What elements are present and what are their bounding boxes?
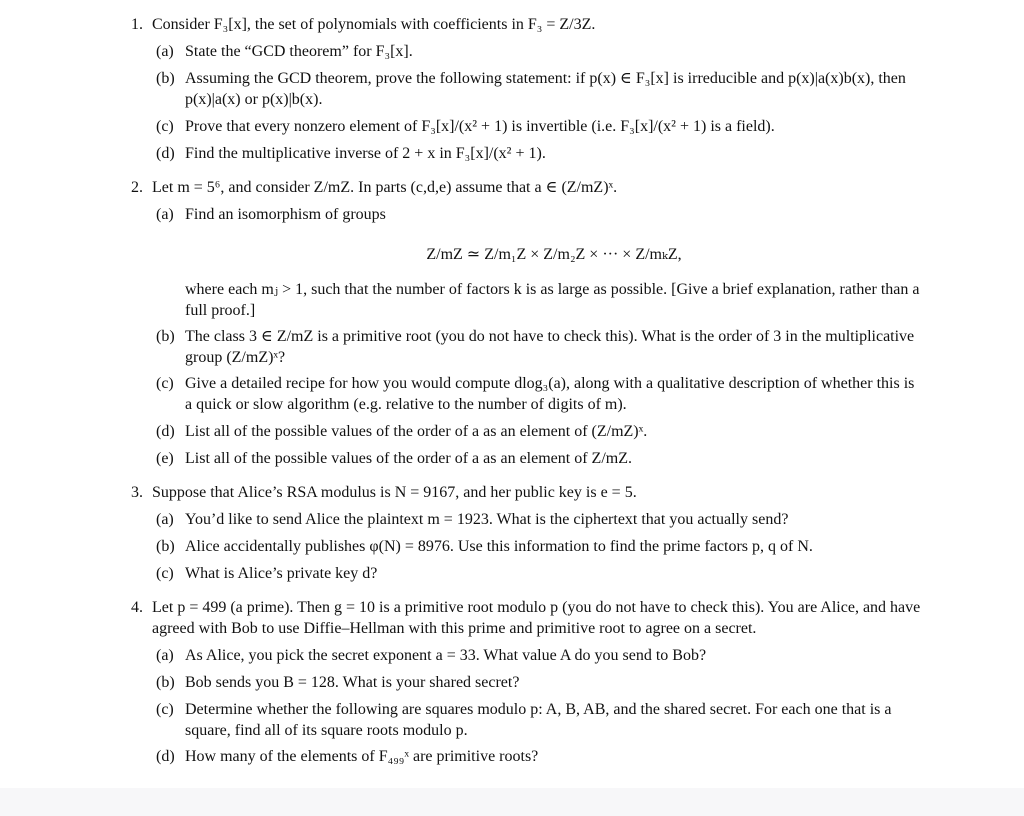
problem-3-part-b <box>156 536 921 557</box>
problem-1-part-a <box>156 41 921 62</box>
part-text: As Alice, you pick the secret exponent a = 33. What value A do you send to Bob? <box>185 647 707 664</box>
isomorphism-equation: Z/mZ ≃ Z/m₁Z × Z/m₂Z × ··· × Z/mₖZ, <box>426 246 682 263</box>
part-text: Find the multiplicative inverse of 2 + x in F₃[x]/(x² + 1). <box>185 145 546 162</box>
problem-3-part-c <box>156 563 921 584</box>
problem-2-part-a <box>156 204 921 225</box>
part-text: List all of the possible values of the order of a as an element of (Z/mZ)ˣ. <box>185 423 648 440</box>
problem-4-part-d <box>156 746 921 767</box>
part-text: State the “GCD theorem” for F₃[x]. <box>185 43 413 60</box>
problem-number: 4. <box>131 599 143 616</box>
problem-statement: Let m = 5⁶, and consider Z/mZ. In parts (c,d,e) assume that a ∈ (Z/mZ)ˣ. <box>152 179 618 196</box>
part-label: (a) <box>156 647 174 664</box>
part-text: where each mⱼ > 1, such that the number of factors k is as large as possible. [Give a brief explanation, rather than a full proof.] <box>185 281 920 319</box>
problem-statement: Suppose that Alice’s RSA modulus is N = 9167, and her public key is e = 5. <box>152 484 637 501</box>
problem-2-part-a-continued <box>156 279 921 321</box>
problem-number: 2. <box>131 179 143 196</box>
part-label: (d) <box>156 423 175 440</box>
part-label: (a) <box>156 43 174 60</box>
part-text: Assuming the GCD theorem, prove the following statement: if p(x) ∈ F₃[x] is irreducible and p(x)|a(x)b(x), then p(x)|a(x) or p(x)|b(x). <box>185 70 906 108</box>
problem-2 <box>131 177 921 198</box>
part-text: You’d like to send Alice the plaintext m = 1923. What is the ciphertext that you actually send? <box>185 511 789 528</box>
page-bottom-margin <box>0 788 1024 816</box>
problem-number: 3. <box>131 484 143 501</box>
part-text: Alice accidentally publishes φ(N) = 8976. Use this information to find the prime factors p, q of N. <box>185 538 813 555</box>
part-text: List all of the possible values of the order of a as an element of Z/mZ. <box>185 450 632 467</box>
part-text: Give a detailed recipe for how you would compute dlog₃(a), along with a qualitative description of whether this is a quick or slow algorithm (e.g. relative to the number of digits of m). <box>185 375 915 413</box>
part-text: Bob sends you B = 128. What is your shared secret? <box>185 674 520 691</box>
part-label: (e) <box>156 450 174 467</box>
part-label: (a) <box>156 206 174 223</box>
part-text: Determine whether the following are squares modulo p: A, B, AB, and the shared secret. For each one that is a square, find all of its square roots modulo p. <box>185 701 892 739</box>
part-label: (c) <box>156 701 174 718</box>
problem-number: 1. <box>131 16 143 33</box>
problem-2-part-d <box>156 421 921 442</box>
problem-1-part-d <box>156 143 921 164</box>
display-equation <box>0 244 1024 265</box>
part-label: (b) <box>156 328 175 345</box>
part-label: (b) <box>156 538 175 555</box>
part-text: The class 3 ∈ Z/mZ is a primitive root (you do not have to check this). What is the order of 3 in the multiplicative group (Z/mZ)ˣ? <box>185 328 915 366</box>
problem-statement: Consider F₃[x], the set of polynomials with coefficients in F₃ = Z/3Z. <box>152 16 596 33</box>
part-text: How many of the elements of F₄₉₉ˣ are primitive roots? <box>185 748 539 765</box>
part-label: (c) <box>156 375 174 392</box>
problem-4 <box>131 597 921 639</box>
problem-2-part-b <box>156 326 921 368</box>
problem-2-part-c <box>156 373 921 415</box>
problem-4-part-b <box>156 672 921 693</box>
problem-1-part-b <box>156 68 921 110</box>
part-label: (d) <box>156 145 175 162</box>
part-label: (b) <box>156 674 175 691</box>
part-text: Prove that every nonzero element of F₃[x]/(x² + 1) is invertible (i.e. F₃[x]/(x² + 1) is a field). <box>185 118 775 135</box>
part-label: (b) <box>156 70 175 87</box>
problem-4-part-a <box>156 645 921 666</box>
problem-statement: Let p = 499 (a prime). Then g = 10 is a primitive root modulo p (you do not have to check this). You are Alice, and have agreed with Bob to use Diffie–Hellman with this prime and primitive root to agree on a secret. <box>152 599 921 637</box>
problem-4-part-c <box>156 699 921 741</box>
problem-1 <box>131 14 921 35</box>
part-label: (c) <box>156 118 174 135</box>
problem-3 <box>131 482 921 503</box>
part-text: What is Alice’s private key d? <box>185 565 378 582</box>
problem-3-part-a <box>156 509 921 530</box>
part-text: Find an isomorphism of groups <box>185 206 386 223</box>
part-label: (d) <box>156 748 175 765</box>
part-label: (c) <box>156 565 174 582</box>
part-label: (a) <box>156 511 174 528</box>
problem-2-part-e <box>156 448 921 469</box>
problem-1-part-c <box>156 116 921 137</box>
